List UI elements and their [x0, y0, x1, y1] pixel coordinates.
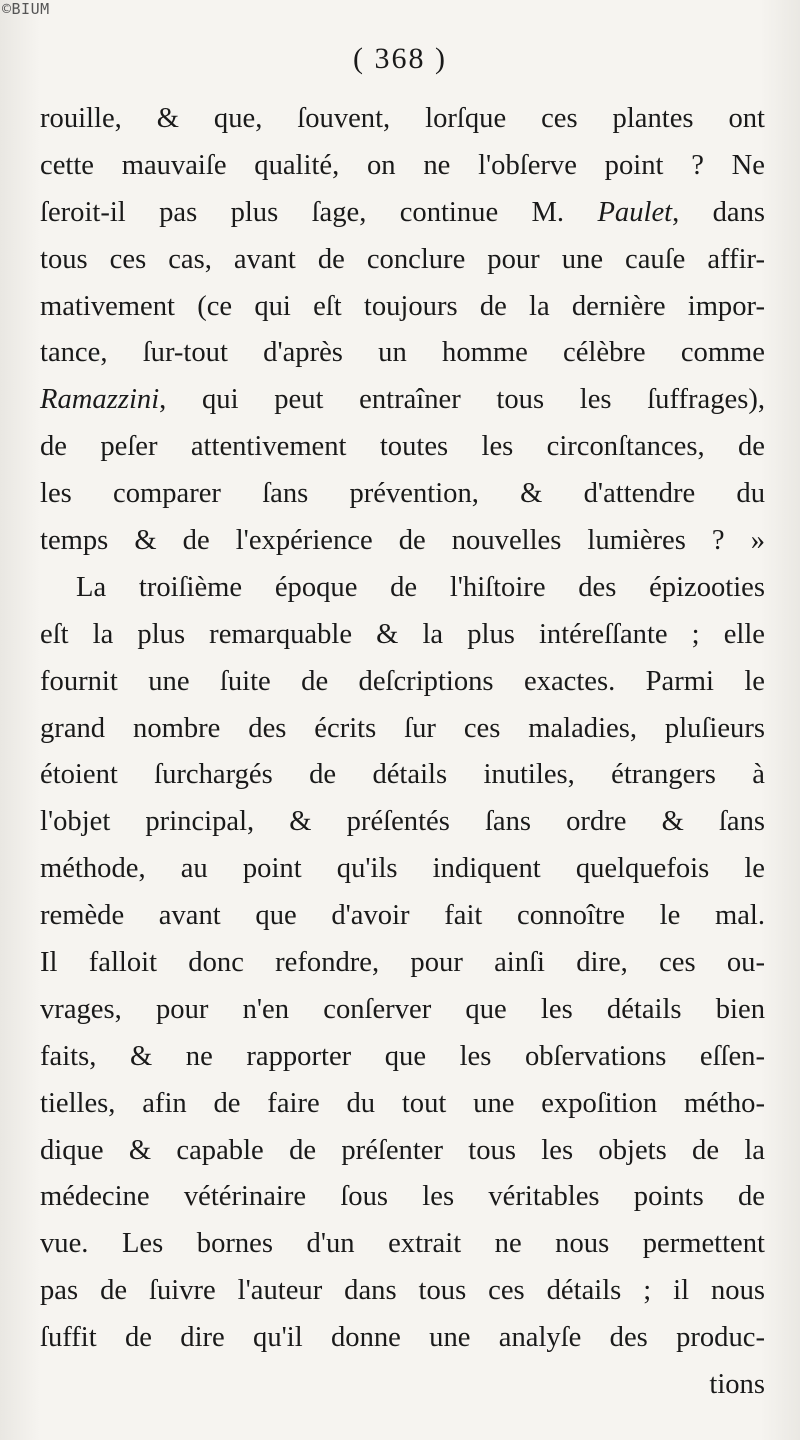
text-line: ſuffit de dire qu'il donne une analyſe des produc-: [40, 1322, 765, 1354]
text-line: rouille, & que, ſouvent, lorſque ces plantes ont: [40, 103, 765, 134]
text-line: ſeroit-il pas plus ſage, continue M. Paulet, dans: [40, 196, 765, 228]
text-line: mativement (ce qui eſt toujours de la dernière impor-: [40, 290, 765, 322]
library-watermark: ©BIUM: [2, 0, 50, 18]
text-line: l'objet principal, & préſentés ſans ordre & ſans: [40, 806, 765, 838]
text-line: médecine vétérinaire ſous les véritables points de: [40, 1181, 765, 1213]
text-line: tous ces cas, avant de conclure pour une cauſe affir-: [40, 243, 765, 275]
text-line: étoient ſurchargés de détails inutiles, étrangers à: [40, 759, 765, 791]
text-line: les comparer ſans prévention, & d'attendre du: [40, 478, 765, 510]
text-line: tielles, afin de faire du tout une expoſition métho-: [40, 1087, 765, 1119]
catchword: tions: [709, 1369, 765, 1401]
text-line: vrages, pour n'en conſerver que les détails bien: [40, 993, 765, 1025]
text-line: méthode, au point qu'ils indiquent quelquefois le: [40, 853, 765, 885]
paragraph-start-line: La troiſième époque de l'hiſtoire des épizooties: [76, 571, 765, 603]
text-line: eſt la plus remarquable & la plus intéreſſante ; elle: [40, 618, 765, 650]
page-number: ( 368 ): [353, 42, 447, 75]
text-line: remède avant que d'avoir fait connoître le mal.: [40, 900, 765, 932]
text-line: fournit une ſuite de deſcriptions exactes. Parmi le: [40, 665, 765, 697]
text-line: dique & capable de préſenter tous les objets de la: [40, 1134, 765, 1166]
text-line: pas de ſuivre l'auteur dans tous ces détails ; il nous: [40, 1275, 765, 1307]
italic-name: Paulet: [597, 196, 673, 228]
text-line: de peſer attentivement toutes les circonſtances, de: [40, 431, 765, 463]
text-line: faits, & ne rapporter que les obſervations eſſen-: [40, 1040, 765, 1072]
text-line: tance, ſur-tout d'après un homme célèbre comme: [40, 337, 765, 369]
body-text: [40, 96, 765, 1409]
text-line: grand nombre des écrits ſur ces maladies, pluſieurs: [40, 712, 765, 744]
text-line: Ramazzini, qui peut entraîner tous les ſuffrages),: [40, 384, 765, 416]
text-line: cette mauvaiſe qualité, on ne l'obſerve point ? Ne: [40, 149, 765, 181]
text-line: temps & de l'expérience de nouvelles lumières ? »: [40, 525, 765, 557]
text-line: Il falloit donc refondre, pour ainſi dire, ces ou-: [40, 947, 765, 979]
italic-name: Ramazzini: [40, 384, 160, 416]
text-line: vue. Les bornes d'un extrait ne nous permettent: [40, 1228, 765, 1260]
